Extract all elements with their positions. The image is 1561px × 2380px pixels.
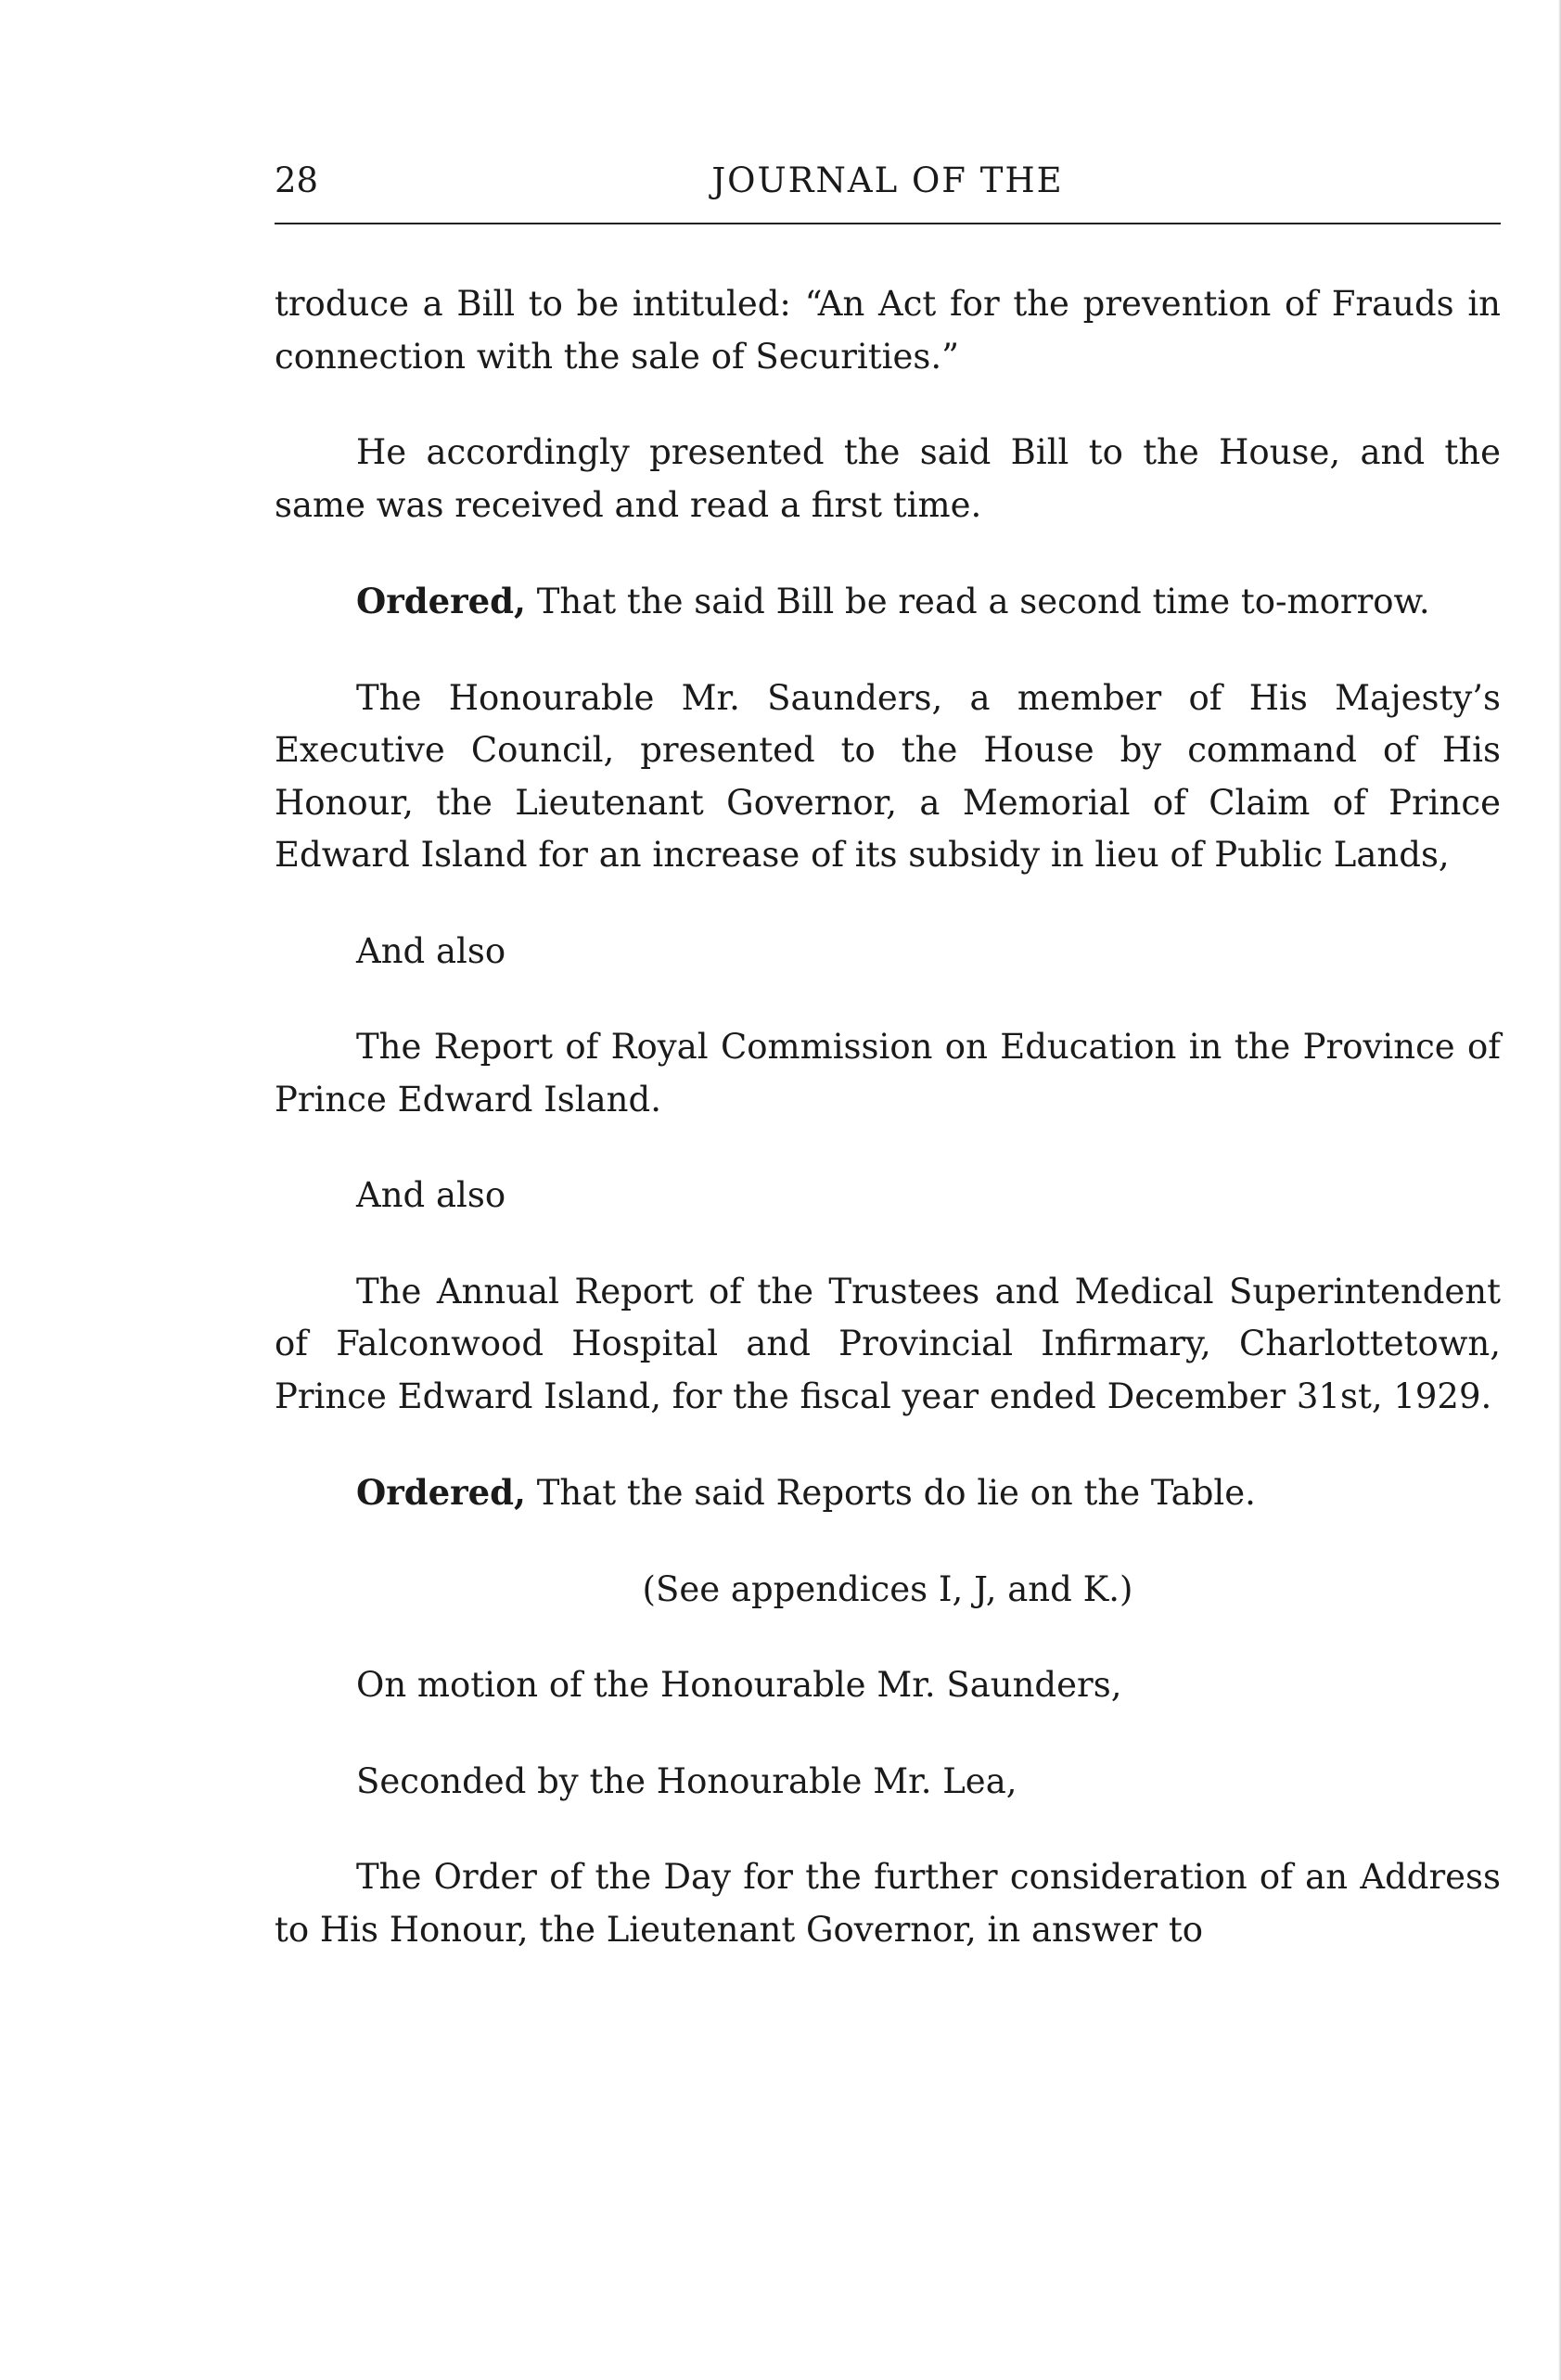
paragraph-and-also: And also [356,930,506,971]
paragraph-motion: On motion of the Honourable Mr. Saunders, [356,1665,1122,1705]
journal-body [275,278,1501,1956]
paragraph-bill-title: troduce a Bill to be intituled: “An Act for the prevention of Frauds in connection with the sale of Securities.” [275,284,1501,377]
paragraph-memorial-of-claim: The Honourable Mr. Saunders, a member of His Majesty’s Executive Council, presented to the House by command of His Honour, the Lieutenant Governor, a Memorial of Claim of Prince Edward Island for an increase of its subsidy in lieu of Public Lands, [275,677,1501,875]
ordered-label: Ordered, [356,1472,526,1513]
page-header [275,158,1501,213]
paragraph-seconded: Seconded by the Honourable Mr. Lea, [356,1760,1017,1801]
paragraph-bill-presented: He accordingly presented the said Bill to the House, and the same was received and read a first time. [275,432,1501,525]
page-number: 28 [275,160,319,200]
paragraph-order-of-the-day: The Order of the Day for the further consideration of an Address to His Honour, the Lieutenant Governor, in answer to [275,1857,1501,1950]
ordered-label: Ordered, [356,581,526,621]
paragraph-order-lie-on-table [275,1466,1501,1520]
paragraph-hospital-report: The Annual Report of the Trustees and Medical Superintendent of Falconwood Hospital and Provincial Infirmary, Charlottetown, Prince Edward Island, for the fiscal year ended December 31st, 1929. [275,1271,1501,1416]
order-text: That the said Reports do lie on the Table. [525,1473,1256,1513]
paragraph-education-report: The Report of Royal Commission on Education in the Province of Prince Edward Island. [275,1027,1501,1120]
header-rule [275,223,1501,224]
order-text: That the said Bill be read a second time to-morrow. [525,582,1430,621]
paragraph-order-second-reading [275,575,1501,629]
running-head: JOURNAL OF THE [711,160,1064,200]
paragraph-and-also: And also [356,1175,506,1215]
paragraph-appendices-note: (See appendices I, J, and K.) [642,1568,1133,1609]
